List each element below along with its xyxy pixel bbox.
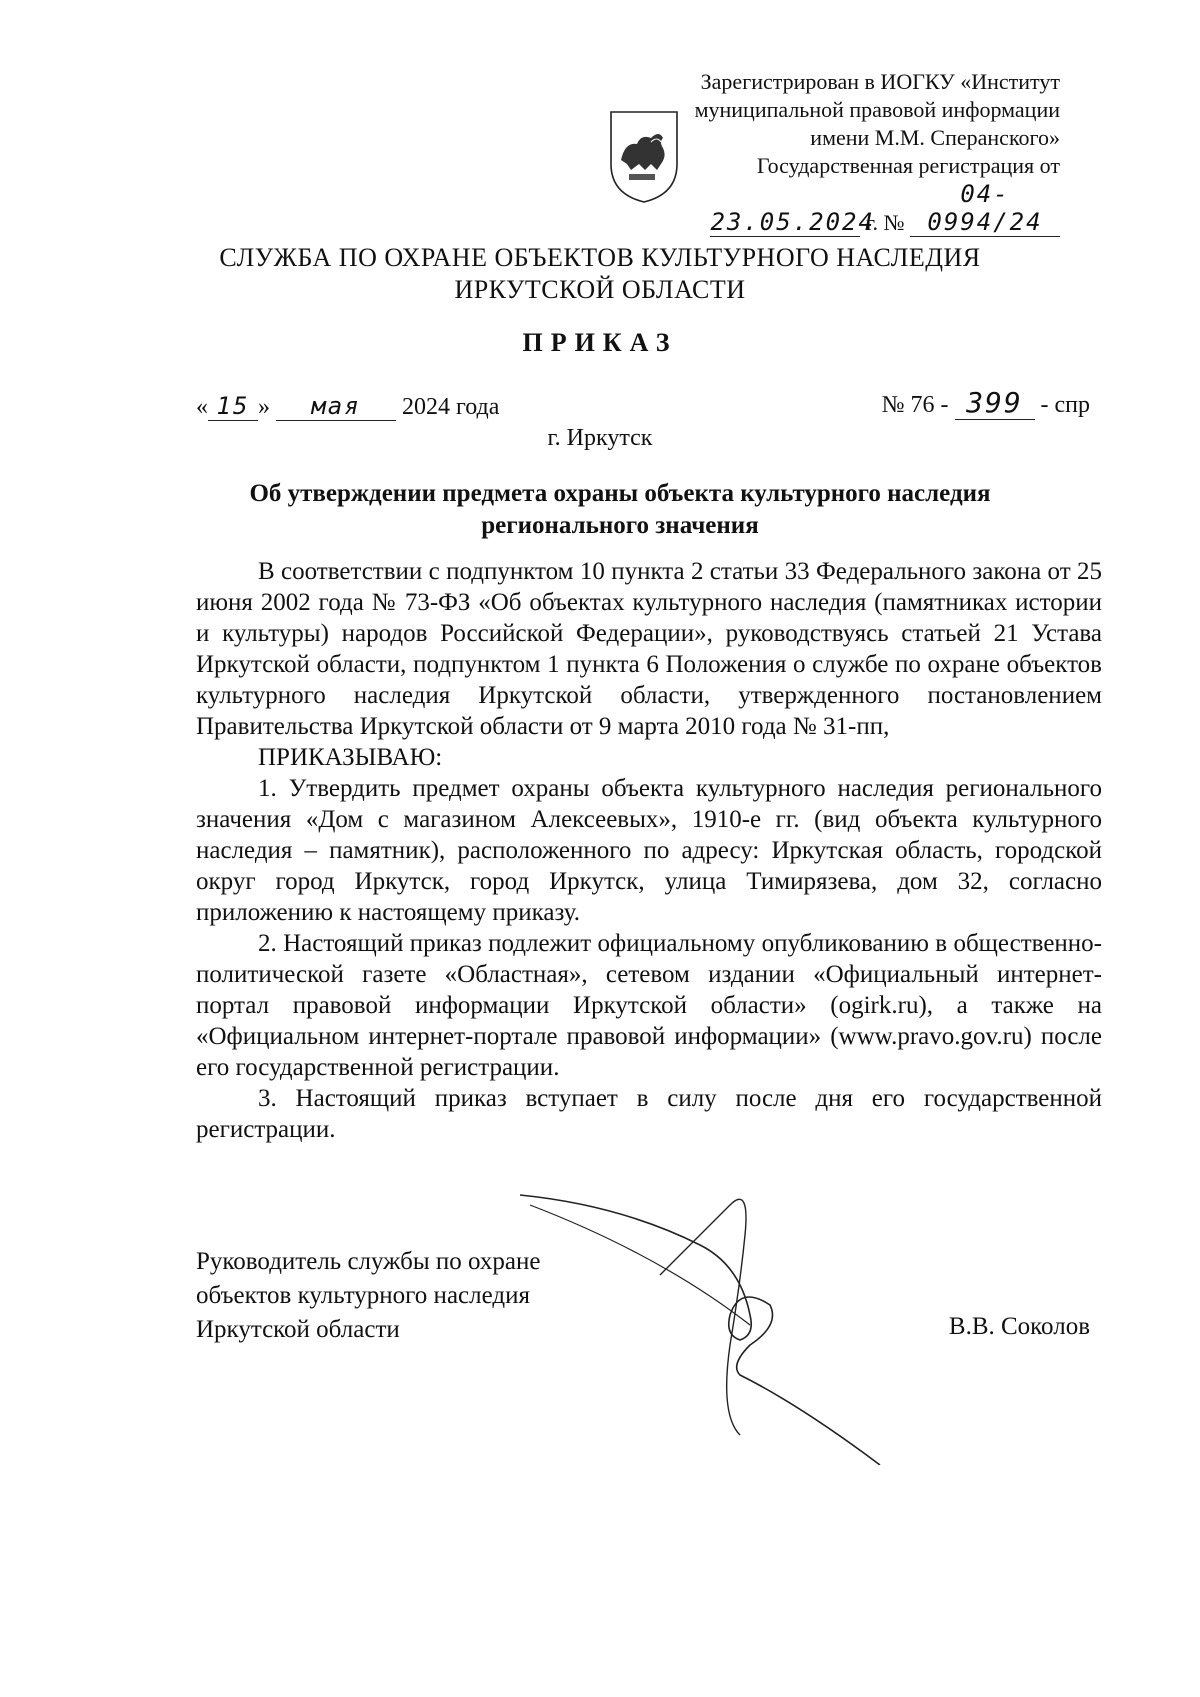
order-number-suffix: - спр: [1040, 392, 1090, 418]
registration-line-1: Зарегистрирован в ИОГКУ «Институт: [700, 69, 1060, 94]
order-number-handwritten: 399: [955, 386, 1035, 420]
city: г. Иркутск: [547, 425, 653, 451]
agency-line-2: ИРКУТСКОЙ ОБЛАСТИ: [454, 275, 746, 304]
signatory-line-2: объектов культурного наследия: [196, 1282, 530, 1309]
order-number: [882, 386, 1090, 420]
registration-stamp: [640, 68, 1060, 237]
subject-line-2: регионального значения: [481, 512, 759, 539]
registration-line-5: [640, 180, 1060, 237]
order-title: ПРИКАЗ: [522, 328, 678, 357]
subject-line-1: Об утверждении предмета охраны объекта культурного наследия: [249, 480, 991, 507]
registration-line-3: имени М.М. Сперанского»: [810, 125, 1060, 150]
signatory-name: В.В. Соколов: [948, 1313, 1090, 1340]
body-preamble: В соответствии с подпунктом 10 пункта 2 статьи 33 Федерального закона от 25 июня 2002 года № 73-ФЗ «Об объектах культурного наследия (памятниках истории и культуры) народов Российской Федерации», руководствуясь статьей 21 Устава Иркутской области, подпунктом 1 пункта 6 Положения о службе по охране объектов культурного наследия Иркутской области, утвержденного постановлением Правительства Иркутской области от 9 марта 2010 года № 31-пп,: [196, 558, 1102, 740]
date-month: мая: [276, 392, 396, 421]
body-decree-word: ПРИКАЗЫВАЮ:: [258, 744, 443, 771]
signatory-line-1: Руководитель службы по охране: [196, 1248, 541, 1275]
registration-number: 04-0994/24: [910, 180, 1060, 237]
order-body: [196, 556, 1102, 1145]
signatory-line-3: Иркутской области: [196, 1316, 400, 1343]
body-item-3: 3. Настоящий приказ вступает в силу после дня его государственной регистрации.: [196, 1085, 1102, 1143]
order-subject: [180, 478, 1060, 542]
registration-line-2: муниципальной правовой информации: [694, 97, 1060, 122]
date-open-quote: «: [196, 394, 208, 420]
date-year: 2024 года: [402, 394, 500, 420]
date-day: 15: [208, 392, 258, 421]
signatory-title: [196, 1245, 540, 1347]
order-date: [196, 392, 499, 421]
registration-line-4: Государственная регистрация от: [756, 153, 1060, 178]
body-item-2: 2. Настоящий приказ подлежит официальному опубликованию в общественно-политической газете «Областная», сетевом издании «Официальный интернет-портал правовой информации Иркутской области» (ogirk.ru), а также на «Официальном интернет-портале правовой информации» (www.pravo.gov.ru) после его государственной регистрации.: [196, 930, 1102, 1081]
irkutsk-coat-of-arms-icon: [607, 108, 681, 204]
registration-number-label: г. №: [865, 210, 905, 235]
registration-date: 23.05.2024: [710, 208, 875, 236]
body-item-1: 1. Утвердить предмет охраны объекта культурного наследия регионального значения «Дом с магазином Алексеевых», 1910-е гг. (вид объекта культурного наследия – памятник), расположенного по адресу: Иркутская область, городской округ город Иркутск, город Иркутск, улица Тимирязева, дом 32, согласно приложению к настоящему приказу.: [196, 775, 1102, 926]
agency-name: [0, 242, 1200, 306]
agency-line-1: СЛУЖБА ПО ОХРАНЕ ОБЪЕКТОВ КУЛЬТУРНОГО НАСЛЕДИЯ: [219, 243, 981, 272]
handwritten-signature: [500, 1165, 940, 1465]
order-number-prefix: № 76 -: [881, 392, 949, 418]
date-close-quote: »: [258, 394, 270, 420]
